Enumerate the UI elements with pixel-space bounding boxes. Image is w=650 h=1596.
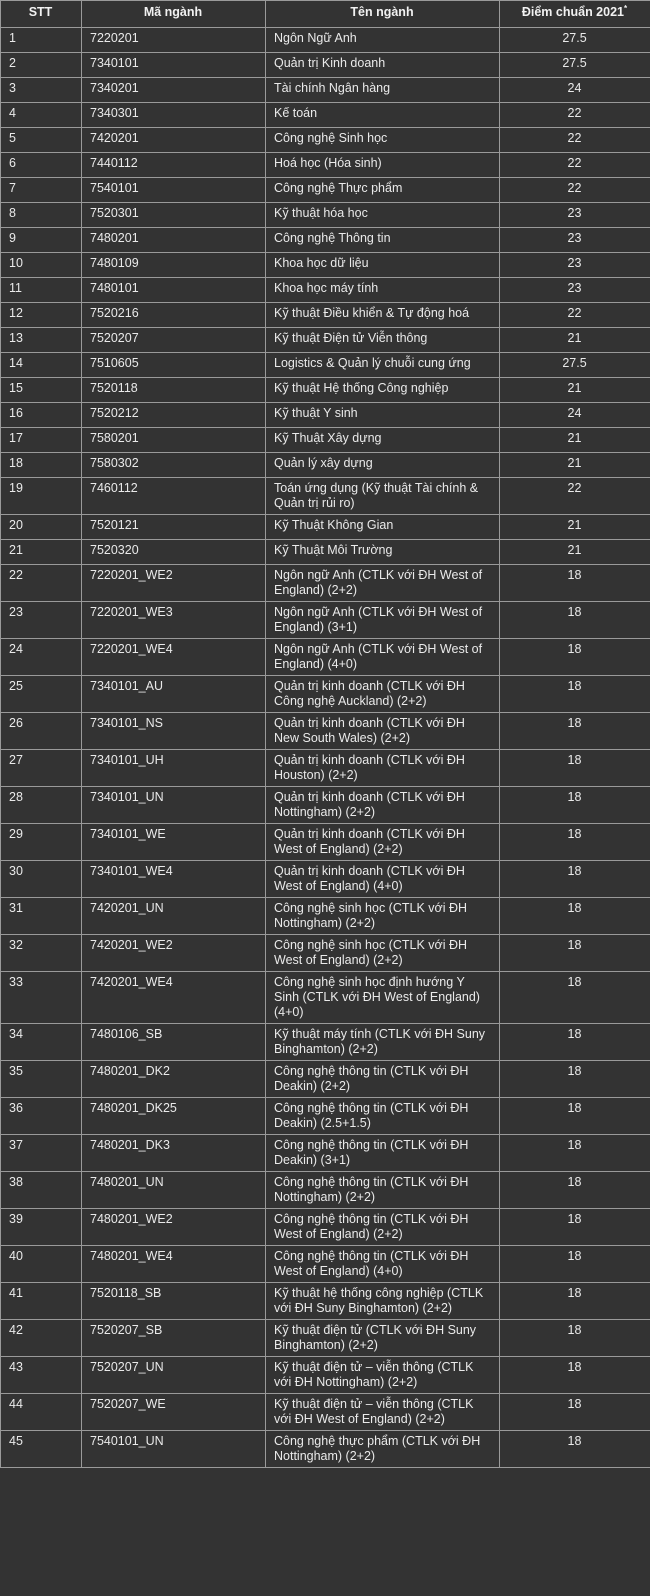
cell-stt: 42 xyxy=(1,1320,82,1357)
table-row xyxy=(1,53,650,78)
table-row xyxy=(1,713,650,750)
table-row xyxy=(1,1431,650,1468)
cell-stt: 2 xyxy=(1,53,82,78)
cell-name: Tài chính Ngân hàng xyxy=(266,78,500,103)
cell-name: Ngôn ngữ Anh (CTLK với ĐH West of England) (3+1) xyxy=(266,602,500,639)
cell-code: 7520216 xyxy=(82,303,266,328)
cell-score: 18 xyxy=(500,713,650,750)
cell-score: 18 xyxy=(500,1024,650,1061)
cell-name: Quản trị kinh doanh (CTLK với ĐH New South Wales) (2+2) xyxy=(266,713,500,750)
table-row xyxy=(1,453,650,478)
table-row xyxy=(1,428,650,453)
cell-name: Kỹ Thuật Môi Trường xyxy=(266,540,500,565)
cell-code: 7340101_NS xyxy=(82,713,266,750)
cell-code: 7480106_SB xyxy=(82,1024,266,1061)
cell-stt: 3 xyxy=(1,78,82,103)
cell-stt: 1 xyxy=(1,28,82,53)
table-row xyxy=(1,228,650,253)
cell-score: 18 xyxy=(500,1135,650,1172)
cell-stt: 6 xyxy=(1,153,82,178)
table-row xyxy=(1,1246,650,1283)
cell-code: 7580201 xyxy=(82,428,266,453)
cell-stt: 4 xyxy=(1,103,82,128)
cell-name: Quản lý xây dựng xyxy=(266,453,500,478)
cell-stt: 34 xyxy=(1,1024,82,1061)
cell-name: Kế toán xyxy=(266,103,500,128)
cell-name: Hoá học (Hóa sinh) xyxy=(266,153,500,178)
table-row xyxy=(1,1320,650,1357)
cell-score: 18 xyxy=(500,1431,650,1468)
cell-name: Công nghệ sinh học định hướng Y Sinh (CTLK với ĐH West of England) (4+0) xyxy=(266,972,500,1024)
cell-score: 18 xyxy=(500,1394,650,1431)
cell-score: 18 xyxy=(500,935,650,972)
cell-stt: 33 xyxy=(1,972,82,1024)
cell-stt: 41 xyxy=(1,1283,82,1320)
cell-stt: 23 xyxy=(1,602,82,639)
table-row xyxy=(1,1283,650,1320)
cell-score: 22 xyxy=(500,128,650,153)
table-row xyxy=(1,1172,650,1209)
cell-name: Công nghệ Thực phẩm xyxy=(266,178,500,203)
table-row xyxy=(1,898,650,935)
cell-code: 7520118_SB xyxy=(82,1283,266,1320)
cell-code: 7460112 xyxy=(82,478,266,515)
cell-score: 18 xyxy=(500,1320,650,1357)
cell-stt: 12 xyxy=(1,303,82,328)
cell-score: 18 xyxy=(500,1209,650,1246)
cell-name: Kỹ thuật điện tử – viễn thông (CTLK với ĐH Nottingham) (2+2) xyxy=(266,1357,500,1394)
cell-score: 18 xyxy=(500,824,650,861)
table-row xyxy=(1,128,650,153)
cell-code: 7480201_DK2 xyxy=(82,1061,266,1098)
cell-score: 22 xyxy=(500,103,650,128)
cell-score: 18 xyxy=(500,1283,650,1320)
cell-code: 7480201 xyxy=(82,228,266,253)
cell-name: Công nghệ thông tin (CTLK với ĐH Deakin) (2.5+1.5) xyxy=(266,1098,500,1135)
table-row xyxy=(1,1061,650,1098)
cell-score: 22 xyxy=(500,178,650,203)
cell-code: 7480101 xyxy=(82,278,266,303)
cell-code: 7520121 xyxy=(82,515,266,540)
cell-score: 18 xyxy=(500,750,650,787)
cell-name: Quản trị kinh doanh (CTLK với ĐH Houston) (2+2) xyxy=(266,750,500,787)
cell-stt: 26 xyxy=(1,713,82,750)
table-row xyxy=(1,1135,650,1172)
cell-stt: 39 xyxy=(1,1209,82,1246)
cell-stt: 35 xyxy=(1,1061,82,1098)
table-row xyxy=(1,353,650,378)
cell-name: Quản trị Kinh doanh xyxy=(266,53,500,78)
table-row xyxy=(1,303,650,328)
cell-stt: 15 xyxy=(1,378,82,403)
cell-code: 7520301 xyxy=(82,203,266,228)
table-row xyxy=(1,935,650,972)
cell-stt: 19 xyxy=(1,478,82,515)
table-row xyxy=(1,78,650,103)
table-header-row xyxy=(1,1,650,28)
cell-score: 18 xyxy=(500,1061,650,1098)
cell-name: Kỹ thuật điện tử (CTLK với ĐH Suny Binghamton) (2+2) xyxy=(266,1320,500,1357)
cell-code: 7520118 xyxy=(82,378,266,403)
table-row xyxy=(1,515,650,540)
table-row xyxy=(1,639,650,676)
cell-score: 21 xyxy=(500,328,650,353)
cell-code: 7520207_SB xyxy=(82,1320,266,1357)
cell-code: 7420201_WE4 xyxy=(82,972,266,1024)
cell-name: Kỹ thuật máy tính (CTLK với ĐH Suny Binghamton) (2+2) xyxy=(266,1024,500,1061)
table-row xyxy=(1,203,650,228)
cell-code: 7340101_WE4 xyxy=(82,861,266,898)
cell-name: Kỹ Thuật Không Gian xyxy=(266,515,500,540)
cell-name: Kỹ thuật Điều khiển & Tự động hoá xyxy=(266,303,500,328)
cell-score: 27.5 xyxy=(500,28,650,53)
table-row xyxy=(1,750,650,787)
header-code: Mã ngành xyxy=(82,1,266,28)
cell-stt: 36 xyxy=(1,1098,82,1135)
cell-name: Công nghệ thực phẩm (CTLK với ĐH Nottingham) (2+2) xyxy=(266,1431,500,1468)
cell-score: 18 xyxy=(500,898,650,935)
cell-score: 23 xyxy=(500,203,650,228)
header-score xyxy=(500,1,650,28)
cell-code: 7480201_DK25 xyxy=(82,1098,266,1135)
cell-code: 7340101_WE xyxy=(82,824,266,861)
cell-stt: 9 xyxy=(1,228,82,253)
cell-code: 7540101 xyxy=(82,178,266,203)
cell-name: Công nghệ sinh học (CTLK với ĐH West of England) (2+2) xyxy=(266,935,500,972)
table-row xyxy=(1,540,650,565)
cell-stt: 5 xyxy=(1,128,82,153)
cell-stt: 17 xyxy=(1,428,82,453)
cell-score: 18 xyxy=(500,972,650,1024)
cell-name: Công nghệ sinh học (CTLK với ĐH Nottingham) (2+2) xyxy=(266,898,500,935)
cell-score: 21 xyxy=(500,428,650,453)
cell-code: 7480201_DK3 xyxy=(82,1135,266,1172)
cell-score: 24 xyxy=(500,78,650,103)
cell-code: 7220201_WE2 xyxy=(82,565,266,602)
cell-stt: 22 xyxy=(1,565,82,602)
cell-stt: 37 xyxy=(1,1135,82,1172)
table-row xyxy=(1,676,650,713)
header-score-footnote-mark: * xyxy=(624,3,628,13)
cell-code: 7340101_AU xyxy=(82,676,266,713)
header-stt: STT xyxy=(1,1,82,28)
table-row xyxy=(1,602,650,639)
cell-name: Công nghệ thông tin (CTLK với ĐH Nottingham) (2+2) xyxy=(266,1172,500,1209)
cell-score: 21 xyxy=(500,540,650,565)
table-row xyxy=(1,153,650,178)
cell-stt: 20 xyxy=(1,515,82,540)
cell-stt: 31 xyxy=(1,898,82,935)
cell-score: 27.5 xyxy=(500,353,650,378)
cell-score: 18 xyxy=(500,1357,650,1394)
table-row xyxy=(1,861,650,898)
cell-score: 24 xyxy=(500,403,650,428)
table-row xyxy=(1,403,650,428)
cell-stt: 43 xyxy=(1,1357,82,1394)
cell-name: Logistics & Quản lý chuỗi cung ứng xyxy=(266,353,500,378)
cell-name: Công nghệ Sinh học xyxy=(266,128,500,153)
cell-code: 7420201_UN xyxy=(82,898,266,935)
cell-stt: 45 xyxy=(1,1431,82,1468)
cell-stt: 28 xyxy=(1,787,82,824)
cell-stt: 8 xyxy=(1,203,82,228)
cell-name: Khoa học máy tính xyxy=(266,278,500,303)
table-row xyxy=(1,103,650,128)
cell-name: Ngôn Ngữ Anh xyxy=(266,28,500,53)
cell-score: 21 xyxy=(500,453,650,478)
cell-code: 7340101_UN xyxy=(82,787,266,824)
cell-score: 18 xyxy=(500,861,650,898)
cell-stt: 16 xyxy=(1,403,82,428)
cell-stt: 11 xyxy=(1,278,82,303)
cell-stt: 24 xyxy=(1,639,82,676)
cell-stt: 25 xyxy=(1,676,82,713)
cell-code: 7420201_WE2 xyxy=(82,935,266,972)
header-score-label: Điểm chuẩn 2021 xyxy=(521,5,624,19)
table-row xyxy=(1,378,650,403)
cell-code: 7510605 xyxy=(82,353,266,378)
cell-stt: 7 xyxy=(1,178,82,203)
cell-code: 7220201 xyxy=(82,28,266,53)
table-row xyxy=(1,328,650,353)
cell-stt: 40 xyxy=(1,1246,82,1283)
cell-name: Quản trị kinh doanh (CTLK với ĐH Nottingham) (2+2) xyxy=(266,787,500,824)
cell-code: 7540101_UN xyxy=(82,1431,266,1468)
cell-code: 7220201_WE3 xyxy=(82,602,266,639)
cell-code: 7340301 xyxy=(82,103,266,128)
cell-name: Công nghệ thông tin (CTLK với ĐH Deakin) (2+2) xyxy=(266,1061,500,1098)
cell-score: 18 xyxy=(500,1246,650,1283)
cell-name: Ngôn ngữ Anh (CTLK với ĐH West of England) (2+2) xyxy=(266,565,500,602)
cell-code: 7520212 xyxy=(82,403,266,428)
cell-name: Khoa học dữ liệu xyxy=(266,253,500,278)
cell-stt: 18 xyxy=(1,453,82,478)
cell-stt: 30 xyxy=(1,861,82,898)
cell-code: 7480109 xyxy=(82,253,266,278)
table-row xyxy=(1,1394,650,1431)
cell-score: 18 xyxy=(500,639,650,676)
header-name: Tên ngành xyxy=(266,1,500,28)
cell-score: 23 xyxy=(500,253,650,278)
cell-name: Công nghệ thông tin (CTLK với ĐH West of England) (2+2) xyxy=(266,1209,500,1246)
cell-name: Quản trị kinh doanh (CTLK với ĐH Công nghệ Auckland) (2+2) xyxy=(266,676,500,713)
cell-score: 22 xyxy=(500,478,650,515)
cell-name: Kỹ thuật Điện tử Viễn thông xyxy=(266,328,500,353)
table-row xyxy=(1,787,650,824)
cell-code: 7520207_UN xyxy=(82,1357,266,1394)
cell-name: Ngôn ngữ Anh (CTLK với ĐH West of England) (4+0) xyxy=(266,639,500,676)
cell-name: Quản trị kinh doanh (CTLK với ĐH West of England) (2+2) xyxy=(266,824,500,861)
table-row xyxy=(1,278,650,303)
table-row xyxy=(1,478,650,515)
cell-name: Quản trị kinh doanh (CTLK với ĐH West of England) (4+0) xyxy=(266,861,500,898)
cell-name: Kỹ thuật Y sinh xyxy=(266,403,500,428)
table-row xyxy=(1,1098,650,1135)
cell-code: 7340101 xyxy=(82,53,266,78)
cell-code: 7580302 xyxy=(82,453,266,478)
cell-name: Công nghệ thông tin (CTLK với ĐH West of England) (4+0) xyxy=(266,1246,500,1283)
cell-stt: 27 xyxy=(1,750,82,787)
cell-name: Kỹ thuật hóa học xyxy=(266,203,500,228)
cell-code: 7520320 xyxy=(82,540,266,565)
table-row xyxy=(1,28,650,53)
cell-score: 22 xyxy=(500,303,650,328)
cell-stt: 44 xyxy=(1,1394,82,1431)
cell-stt: 32 xyxy=(1,935,82,972)
cell-score: 18 xyxy=(500,565,650,602)
cell-stt: 14 xyxy=(1,353,82,378)
cell-stt: 10 xyxy=(1,253,82,278)
table-row xyxy=(1,1209,650,1246)
cell-score: 21 xyxy=(500,378,650,403)
cell-score: 27.5 xyxy=(500,53,650,78)
table-row xyxy=(1,1357,650,1394)
cell-score: 18 xyxy=(500,787,650,824)
table-row xyxy=(1,824,650,861)
table-row xyxy=(1,1024,650,1061)
cell-name: Kỹ thuật điện tử – viễn thông (CTLK với ĐH West of England) (2+2) xyxy=(266,1394,500,1431)
cell-stt: 29 xyxy=(1,824,82,861)
cell-score: 23 xyxy=(500,278,650,303)
cell-code: 7440112 xyxy=(82,153,266,178)
cell-code: 7520207 xyxy=(82,328,266,353)
cell-name: Công nghệ thông tin (CTLK với ĐH Deakin) (3+1) xyxy=(266,1135,500,1172)
table-row xyxy=(1,972,650,1024)
table-row xyxy=(1,178,650,203)
cell-code: 7480201_WE2 xyxy=(82,1209,266,1246)
cell-code: 7480201_WE4 xyxy=(82,1246,266,1283)
cell-stt: 13 xyxy=(1,328,82,353)
cell-code: 7340201 xyxy=(82,78,266,103)
cell-score: 21 xyxy=(500,515,650,540)
cell-name: Công nghệ Thông tin xyxy=(266,228,500,253)
cell-stt: 21 xyxy=(1,540,82,565)
cell-score: 18 xyxy=(500,676,650,713)
cell-stt: 38 xyxy=(1,1172,82,1209)
cell-code: 7480201_UN xyxy=(82,1172,266,1209)
cell-name: Toán ứng dụng (Kỹ thuật Tài chính & Quản trị rủi ro) xyxy=(266,478,500,515)
cell-name: Kỹ thuật hệ thống công nghiệp (CTLK với ĐH Suny Binghamton) (2+2) xyxy=(266,1283,500,1320)
table-row xyxy=(1,565,650,602)
cell-name: Kỹ thuật Hệ thống Công nghiệp xyxy=(266,378,500,403)
table-row xyxy=(1,253,650,278)
cell-score: 18 xyxy=(500,602,650,639)
cell-code: 7340101_UH xyxy=(82,750,266,787)
cell-score: 22 xyxy=(500,153,650,178)
cell-code: 7220201_WE4 xyxy=(82,639,266,676)
cell-score: 18 xyxy=(500,1172,650,1209)
cell-name: Kỹ Thuật Xây dựng xyxy=(266,428,500,453)
cell-score: 23 xyxy=(500,228,650,253)
cell-score: 18 xyxy=(500,1098,650,1135)
cell-code: 7520207_WE xyxy=(82,1394,266,1431)
cell-code: 7420201 xyxy=(82,128,266,153)
